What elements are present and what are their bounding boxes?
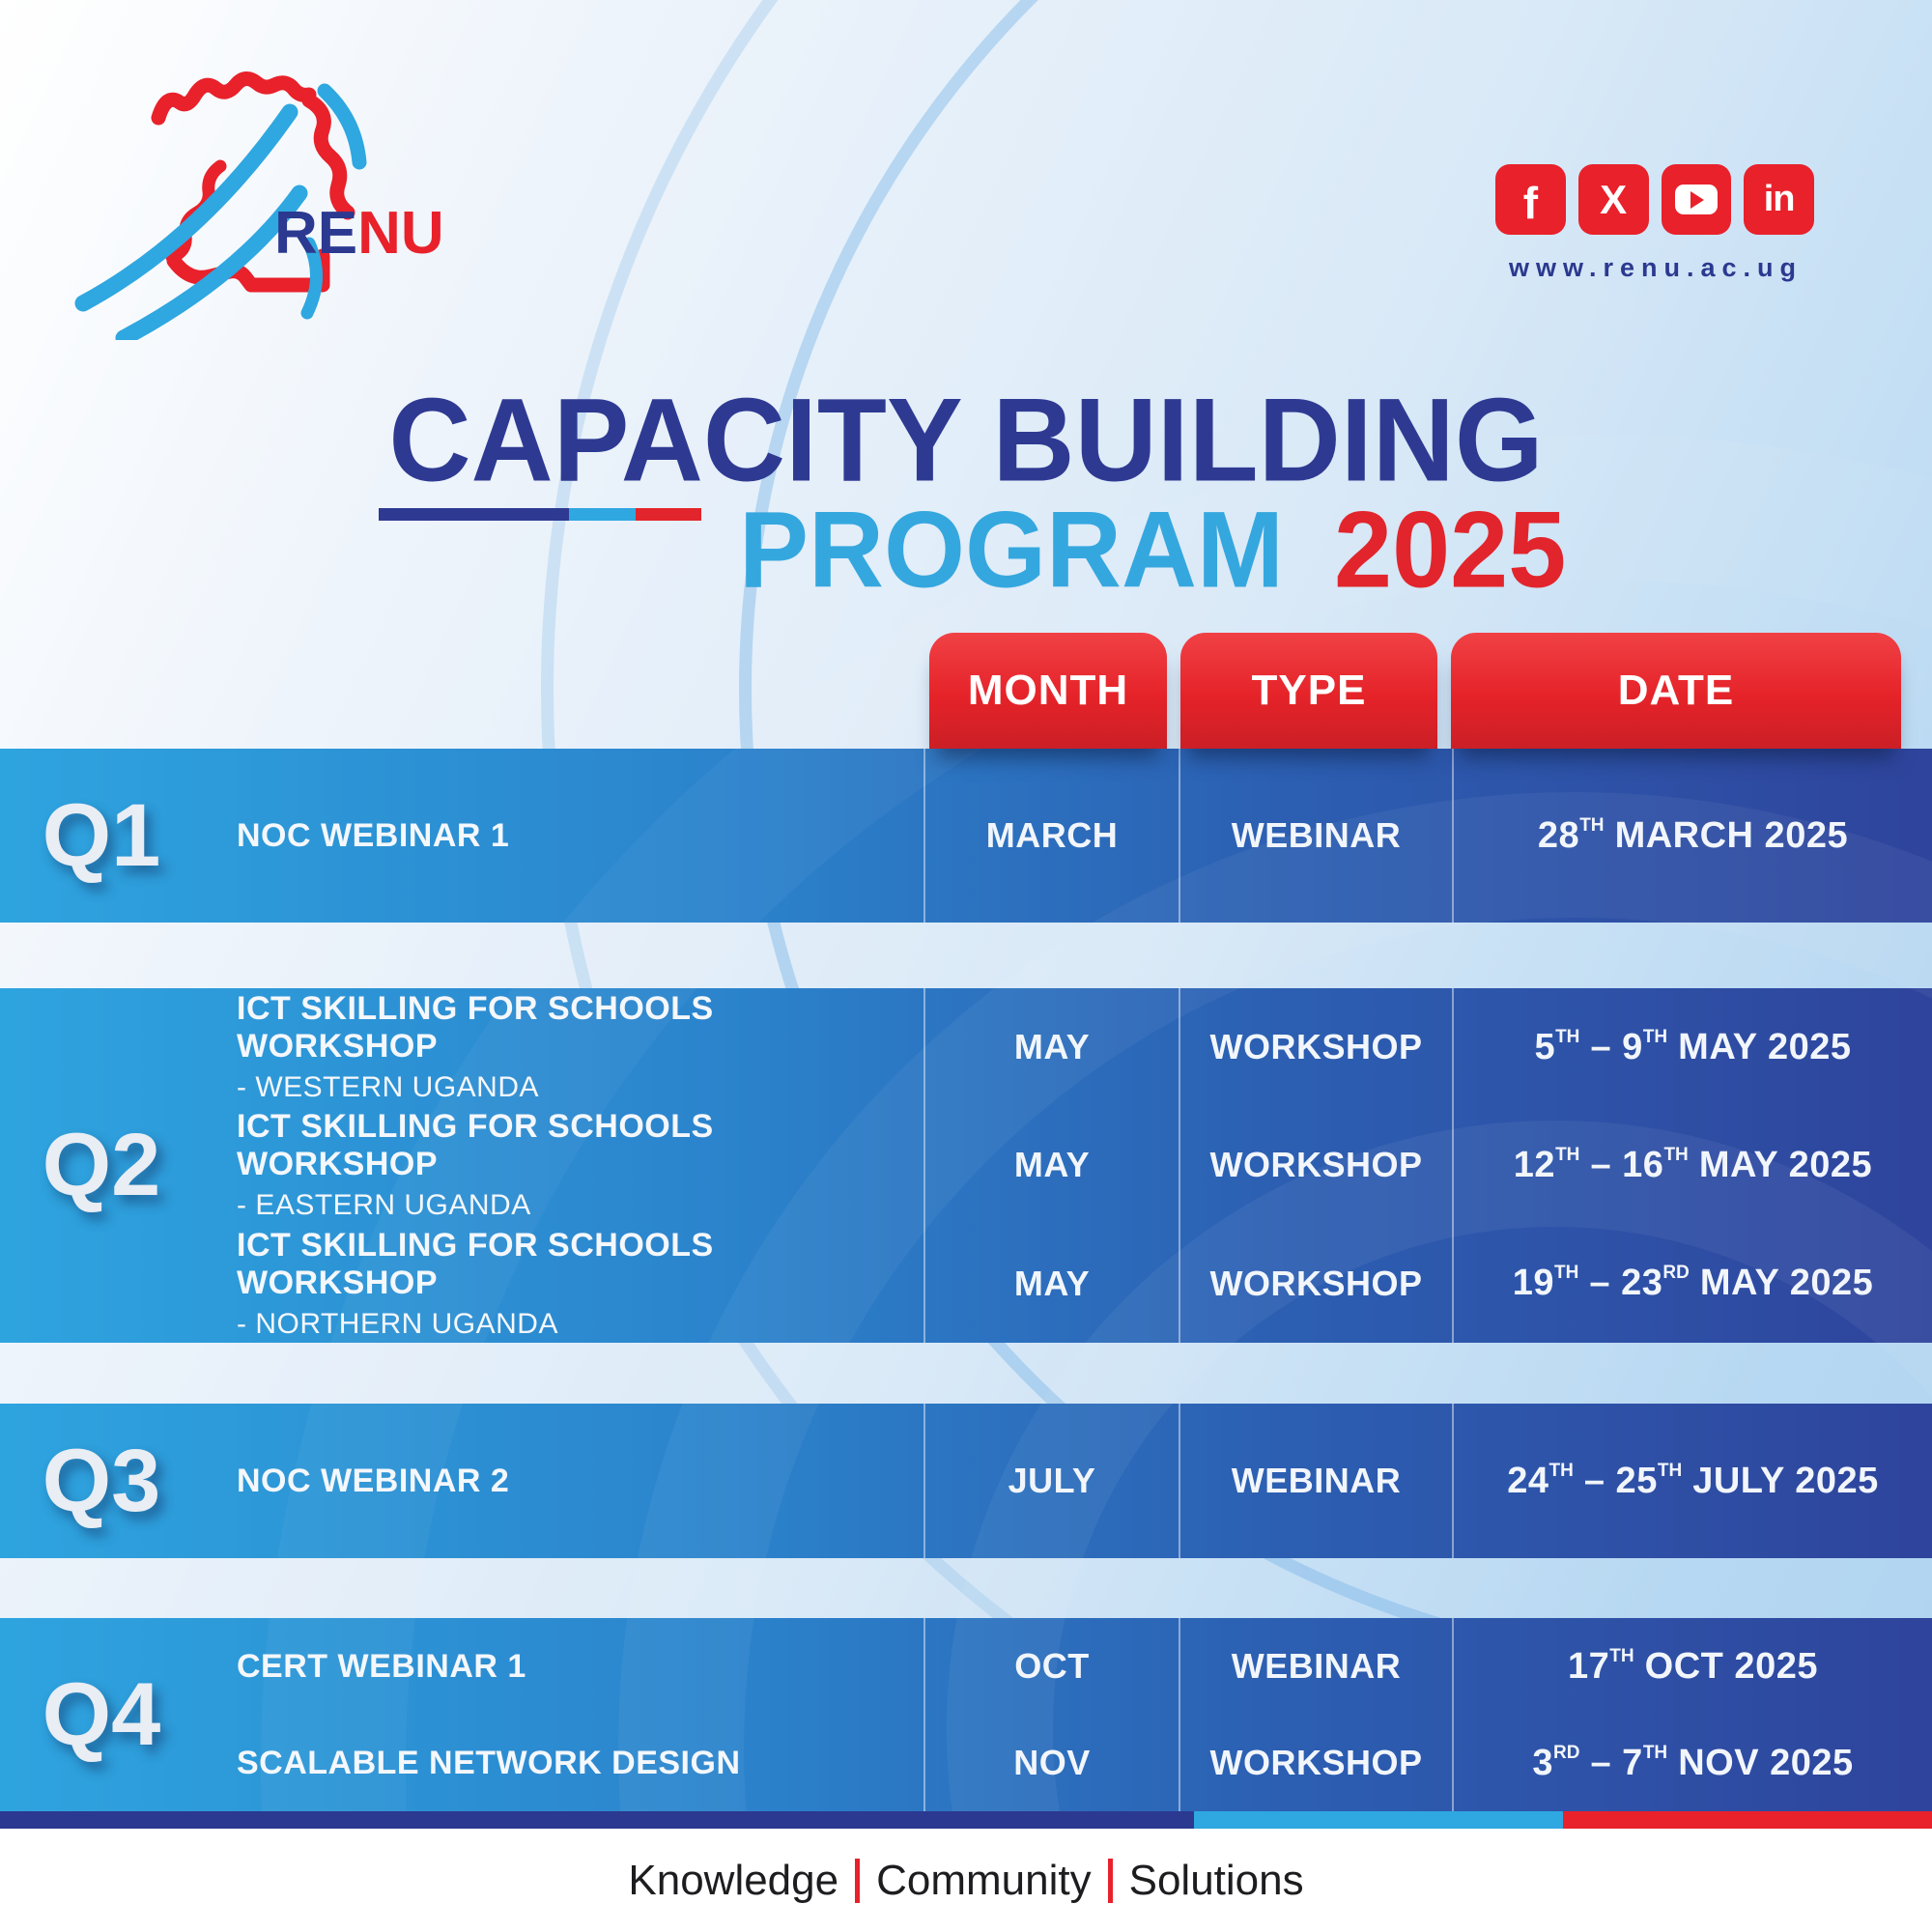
x-glyph: X	[1600, 176, 1628, 222]
event-month: MAY	[925, 1106, 1180, 1224]
svg-text:RENU	[274, 200, 444, 267]
event-title: ICT SKILLING FOR SCHOOLS WORKSHOP	[237, 1108, 714, 1183]
event-type: WEBINAR	[1180, 749, 1454, 923]
event-type: WORKSHOP	[1180, 1225, 1454, 1343]
youtube-icon[interactable]	[1662, 164, 1732, 235]
social-icons	[1495, 164, 1814, 235]
renu-logo	[66, 50, 481, 340]
linkedin-glyph: in	[1763, 179, 1795, 219]
event-month: NOV	[925, 1715, 1180, 1811]
footer-tagline	[0, 1857, 1932, 1905]
column-header-date: DATE	[1451, 633, 1901, 749]
event-title: CERT WEBINAR 1	[237, 1647, 526, 1685]
column-header-month: MONTH	[929, 633, 1167, 749]
poster-title: CAPACITY BUILDING	[388, 374, 1544, 507]
quarter-block-q1	[0, 749, 1932, 923]
event-title: SCALABLE NETWORK DESIGN	[237, 1744, 741, 1781]
logo-text-re: RE	[274, 200, 358, 267]
footer-separator	[855, 1859, 860, 1903]
facebook-icon[interactable]	[1495, 164, 1566, 235]
event-type: WEBINAR	[1180, 1618, 1454, 1715]
subtitle-program: PROGRAM	[739, 488, 1284, 611]
quarter-label-q4: Q4	[42, 1664, 161, 1764]
website-link[interactable]: www.renu.ac.ug	[1508, 253, 1804, 282]
event-month: MAY	[925, 1225, 1180, 1343]
event-date: 5 TH – 9 TH MAY 2025	[1534, 1026, 1852, 1067]
youtube-glyph	[1675, 185, 1718, 214]
quarter-label-q3: Q3	[42, 1431, 161, 1530]
logo-text-nu: NU	[357, 200, 444, 267]
event-type: WORKSHOP	[1180, 1715, 1454, 1811]
schedule-row	[0, 749, 1932, 923]
event-date: 17 TH OCT 2025	[1568, 1645, 1818, 1687]
event-type: WORKSHOP	[1180, 1106, 1454, 1224]
schedule-row	[0, 988, 1932, 1106]
event-subtitle: - EASTERN UGANDA	[237, 1189, 531, 1222]
quarter-label-q1: Q1	[42, 785, 161, 885]
schedule-row	[0, 1106, 1932, 1224]
event-month: OCT	[925, 1618, 1180, 1715]
quarter-label-q2: Q2	[42, 1116, 161, 1214]
event-date: 3 RD – 7 TH NOV 2025	[1532, 1742, 1854, 1783]
event-month: MARCH	[925, 749, 1180, 923]
subtitle-year: 2025	[1334, 488, 1567, 611]
event-subtitle: - NORTHERN UGANDA	[237, 1307, 558, 1340]
x-twitter-icon[interactable]	[1578, 164, 1649, 235]
event-title: NOC WEBINAR 2	[237, 1462, 510, 1499]
quarter-block-q4	[0, 1618, 1932, 1811]
event-month: JULY	[925, 1404, 1180, 1558]
event-date: 12 TH – 16 TH MAY 2025	[1513, 1144, 1873, 1185]
linkedin-icon[interactable]	[1744, 164, 1814, 235]
bottom-tricolor-bar	[0, 1811, 1932, 1829]
schedule-row	[0, 1618, 1932, 1715]
event-title: ICT SKILLING FOR SCHOOLS WORKSHOP	[237, 990, 714, 1065]
event-date: 28 TH MARCH 2025	[1537, 814, 1849, 856]
footer-item-solutions: Solutions	[1128, 1857, 1304, 1904]
event-date: 19 TH – 23 RD MAY 2025	[1512, 1263, 1874, 1304]
event-type: WEBINAR	[1180, 1404, 1454, 1558]
event-subtitle: - WESTERN UGANDA	[237, 1071, 540, 1104]
schedule-row	[0, 1715, 1932, 1811]
schedule-row	[0, 1225, 1932, 1343]
event-month: MAY	[925, 988, 1180, 1106]
footer-item-knowledge: Knowledge	[628, 1857, 839, 1904]
column-header-type: TYPE	[1180, 633, 1437, 749]
poster-subtitle	[739, 487, 1566, 612]
facebook-glyph: f	[1522, 177, 1539, 228]
title-underline	[379, 508, 701, 521]
event-title: NOC WEBINAR 1	[237, 816, 510, 854]
schedule-row	[0, 1404, 1932, 1558]
event-date: 24 TH – 25 TH JULY 2025	[1507, 1460, 1879, 1501]
event-type: WORKSHOP	[1180, 988, 1454, 1106]
footer-separator	[1108, 1859, 1113, 1903]
event-title: ICT SKILLING FOR SCHOOLS WORKSHOP	[237, 1226, 714, 1301]
footer-item-community: Community	[876, 1857, 1092, 1904]
quarter-block-q3	[0, 1404, 1932, 1558]
quarter-block-q2	[0, 988, 1932, 1343]
